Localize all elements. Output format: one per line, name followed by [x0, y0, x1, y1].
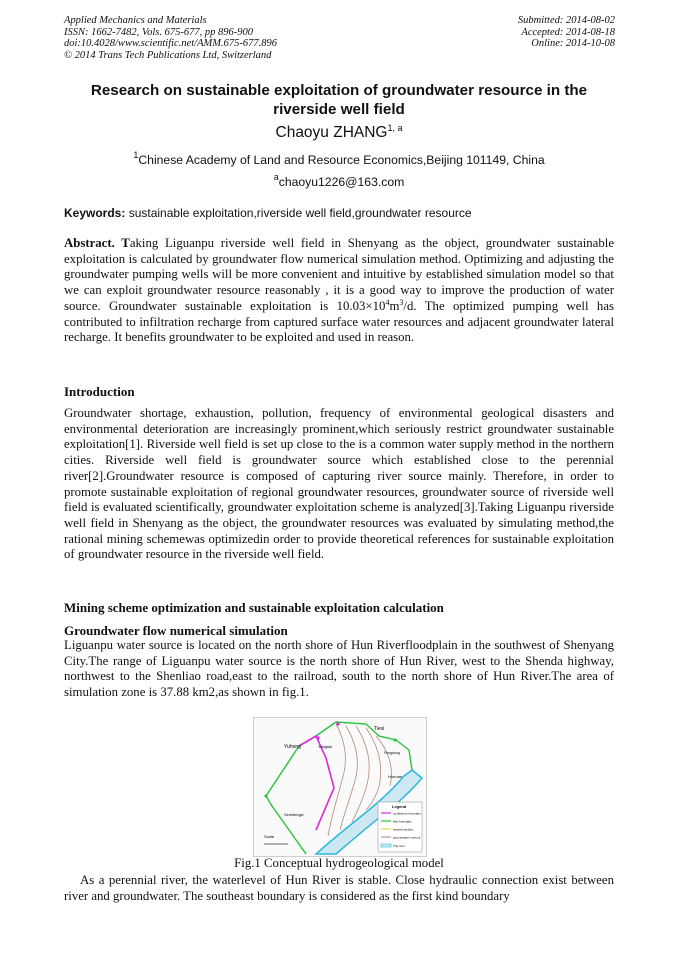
introduction-paragraph: Groundwater shortage, exhaustion, pollution, frequency of environmental geological disasters and environmental deterioration are increasingly prominent,which seriously restrict groundwater sustainable exploitation[1]. Riverside well field is set up close to the is a common water supply method in the northern cities. Riverside well field is groundwater source which established close to the perennial river[2].Groundwater resource is composed of capturing river source mainly. Therefore, in order to promote sustainable exploitation of regional groundwater resources, groundwater source of riverside well field is evaluated scientifically, groundwater exploitation scheme is analyzed[3].Taking Liguanpu riverside well field in Shenyang as the object, the groundwater resources was evaluated by simulating method,the rational mining schemewas optimizedin order to provide theoretical references for sustainable exploitation of groundwater resource in the riverside well field. [64, 406, 614, 562]
section-2-paragraph: Liguanpu water source is located on the north shore of Hun Riverfloodplain in the southwest of Shenyang City.The range of Liguanpu water source is the north shore of Hun River, west to the Shenda highway, northwest to the Shenliao road,east to the railroad, south to the north shore of Hun River.The area of simulation zone is 37.88 km2,as shown in fig.1. [64, 638, 614, 700]
author-sup: 1, a [387, 123, 403, 133]
well-marker [316, 736, 319, 739]
affiliation [64, 150, 614, 167]
accepted-date: Accepted: 2014-08-18 [521, 26, 615, 38]
author-name: Chaoyu ZHANG [275, 124, 388, 141]
issn-line: ISSN: 1662-7482, Vols. 675-677, pp 896-900 [64, 26, 253, 38]
legend-item-5: The river [393, 844, 405, 848]
introduction-heading: Introduction [64, 384, 135, 399]
section-2-heading: Mining scheme optimization and sustainable exploitation calculation [64, 600, 444, 615]
label-tiexi: Tiexi [374, 726, 385, 732]
abstract-paragraph [64, 236, 614, 346]
online-date: Online: 2014-10-08 [531, 38, 615, 49]
closing-paragraph: As a perennial river, the waterlevel of Hun River is stable. Close hydraulic connection exist between river and groundwater. The southeast boundary is considered as the first kind boundary [64, 873, 614, 903]
subsection-heading: Groundwater flow numerical simulation [64, 623, 288, 638]
doi-line: doi:10.4028/www.scientific.net/AMM.675-677.896 [64, 38, 277, 49]
header-right [518, 15, 615, 50]
email-line [64, 172, 614, 189]
abstract-sup-1: 4 [385, 297, 390, 307]
keywords-label: Keywords: [64, 206, 126, 220]
legend-swatch-river [381, 844, 391, 847]
header-left [64, 15, 277, 61]
legend-item-4: groundwater contour [393, 835, 421, 840]
title-line-1: Research on sustainable exploitation of groundwater resource in the [90, 82, 588, 99]
journal-name: Applied Mechanics and Materials [64, 15, 207, 26]
label-scale: Scale [264, 834, 275, 839]
affiliation-text: Chinese Academy of Land and Resource Economics,Beijing 101149, China [138, 153, 545, 167]
abstract-sup-2: 3 [399, 297, 404, 307]
well-marker [264, 794, 267, 797]
keywords-text: sustainable exploitation,riverside well field,groundwater resource [125, 206, 472, 220]
abstract-text-c: /d. The optimized pumping well has contributed to infiltration recharge from captured surface water resources and adjacent groundwater lateral recharge. It benefits groundwater to be exploited and used in reason. [64, 298, 614, 345]
label-fengdong: Fengdong [384, 751, 400, 755]
legend-title: Legend [392, 804, 407, 809]
keywords [64, 206, 614, 220]
label-xinshe: Xinshengzi [284, 812, 304, 817]
legend-item-1: confluence boundary [393, 811, 421, 816]
well-marker [393, 738, 396, 741]
legend-item-3: head boundary [393, 827, 414, 832]
copyright-line: © 2014 Trans Tech Publications Ltd, Switzerland [64, 49, 272, 61]
abstract-text-a: aking Liguanpu riverside well field in Shenyang as the object, groundwater sustainable exploitation is calculated by groundwater flow numerical simulation method. Optimizing and adjusting the groundwater pumping wells will be more convenient and intuitive by established simulation model so that we can exploit groundwater resource reasonably , it is a good way to improve the production of water source. Groundwater sustainable exploitation is 10.03×10 [64, 236, 614, 313]
label-hunnan: Hunnan [388, 774, 403, 779]
figure-1 [253, 717, 427, 857]
paper-title [64, 81, 614, 119]
affiliation-sup: 1 [133, 150, 139, 160]
label-yangshi: Yangshi [318, 744, 333, 749]
title-line-2: riverside well field [273, 101, 405, 118]
figure-caption: Fig.1 Conceptual hydrogeological model [234, 856, 444, 870]
email-sup: a [273, 172, 279, 182]
author-line [64, 123, 614, 142]
abstract-label: Abstract. [64, 236, 115, 250]
abstract-bold-letter: T [114, 236, 130, 250]
hydrogeological-map [254, 718, 426, 856]
label-yuhong: Yuhong [284, 744, 301, 750]
email-address[interactable]: chaoyu1226@163.com [278, 175, 405, 189]
abstract-text-b: m [389, 298, 400, 313]
well-marker [336, 722, 339, 725]
submitted-date: Submitted: 2014-08-02 [517, 15, 615, 26]
legend-item-2: flow boundary [393, 819, 412, 824]
